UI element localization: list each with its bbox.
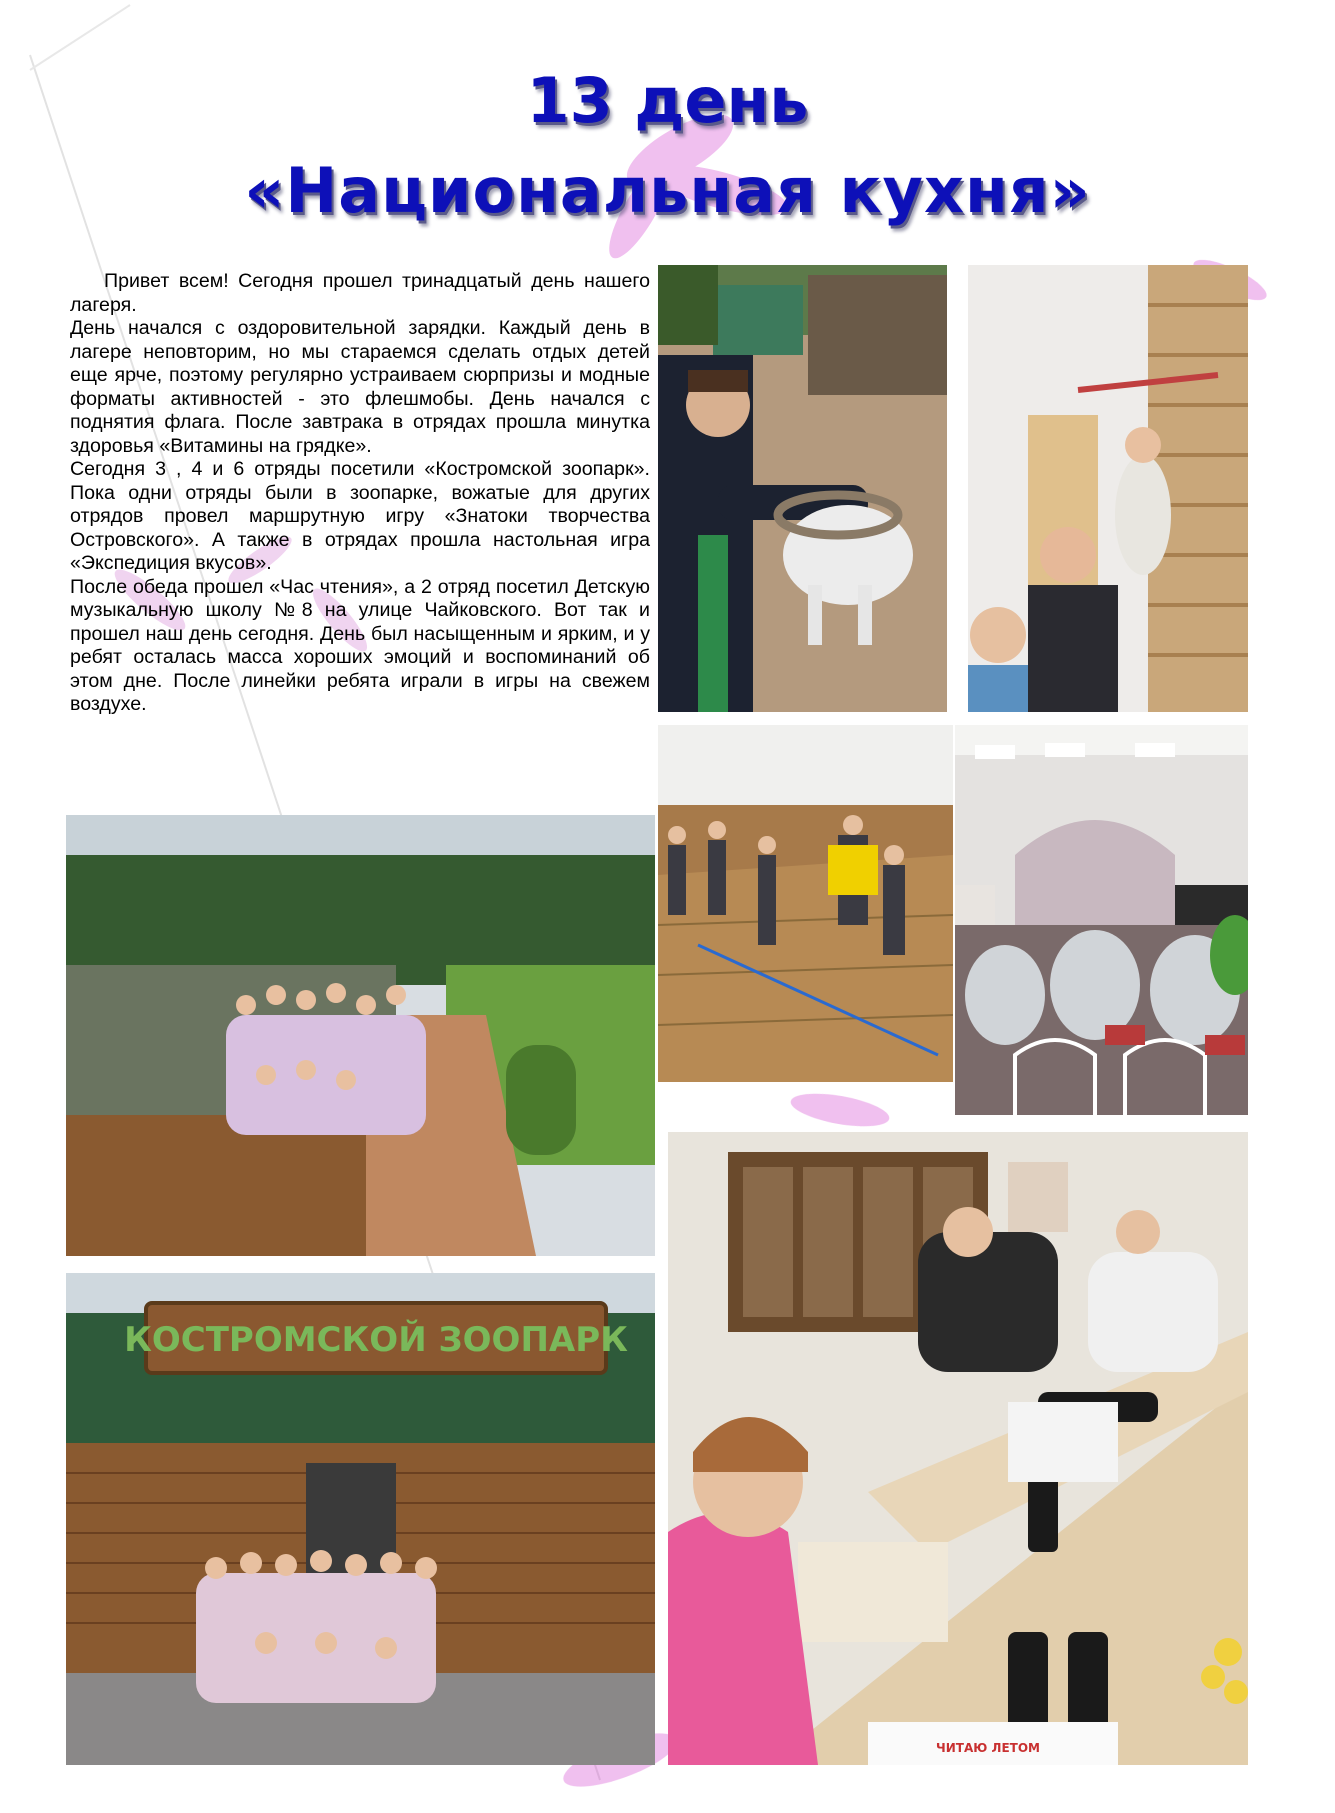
photo-gym-wallbars [968, 265, 1248, 712]
photo-group-pond [66, 815, 655, 1256]
article-paragraph: Привет всем! Сегодня прошел тринадцатый день нашего лагеря. [70, 270, 650, 316]
photo-music-school [955, 725, 1248, 1115]
page-title-theme: «Национальная кухня» [244, 154, 1091, 227]
zoo-sign-text: КОСТРОМСКОЙ ЗООПАРК [124, 1320, 628, 1360]
photo-zoo-entrance [66, 1273, 655, 1765]
photo-reading-hour [668, 1132, 1248, 1765]
article-paragraph: После обеда прошел «Час чтения», а 2 отряд посетил Детскую музыкальную школу №8 на улице Чайковского. Вот так и прошел наш день сегодня. День был насыщенным и ярким, и у ребят осталась масса хороших эмоций и воспоминаний об этом дне. После линейки ребята играли в игры на свежем воздухе. [70, 575, 650, 715]
photo-gym-game [658, 725, 953, 1082]
article-paragraph: День начался с оздоровительной зарядки. Каждый день в лагере неповторим, но мы стараемся сделать отдых детей еще ярче, поэтому регулярно устраиваем сюрпризы и модные форматы активностей - это флешмобы. День начался с поднятия флага. После завтрака в отрядах прошла минутка здоровья «Витамины на грядке». [70, 317, 650, 457]
photo-goat [658, 265, 947, 712]
article-paragraph: Сегодня 3 , 4 и 6 отряды посетили «Костромской зоопарк». Пока одни отряды были в зоопарке, вожатые для других отрядов провел маршрутную игру «Знатоки творчества Островского». А также в отрядах прошла настольная игра «Экспедиция вкусов». [70, 458, 650, 574]
article-text [70, 270, 650, 717]
page-title-day: 13 день [526, 64, 809, 137]
reading-sheet-heading: ЧИТАЮ ЛЕТОМ [936, 1741, 1040, 1755]
